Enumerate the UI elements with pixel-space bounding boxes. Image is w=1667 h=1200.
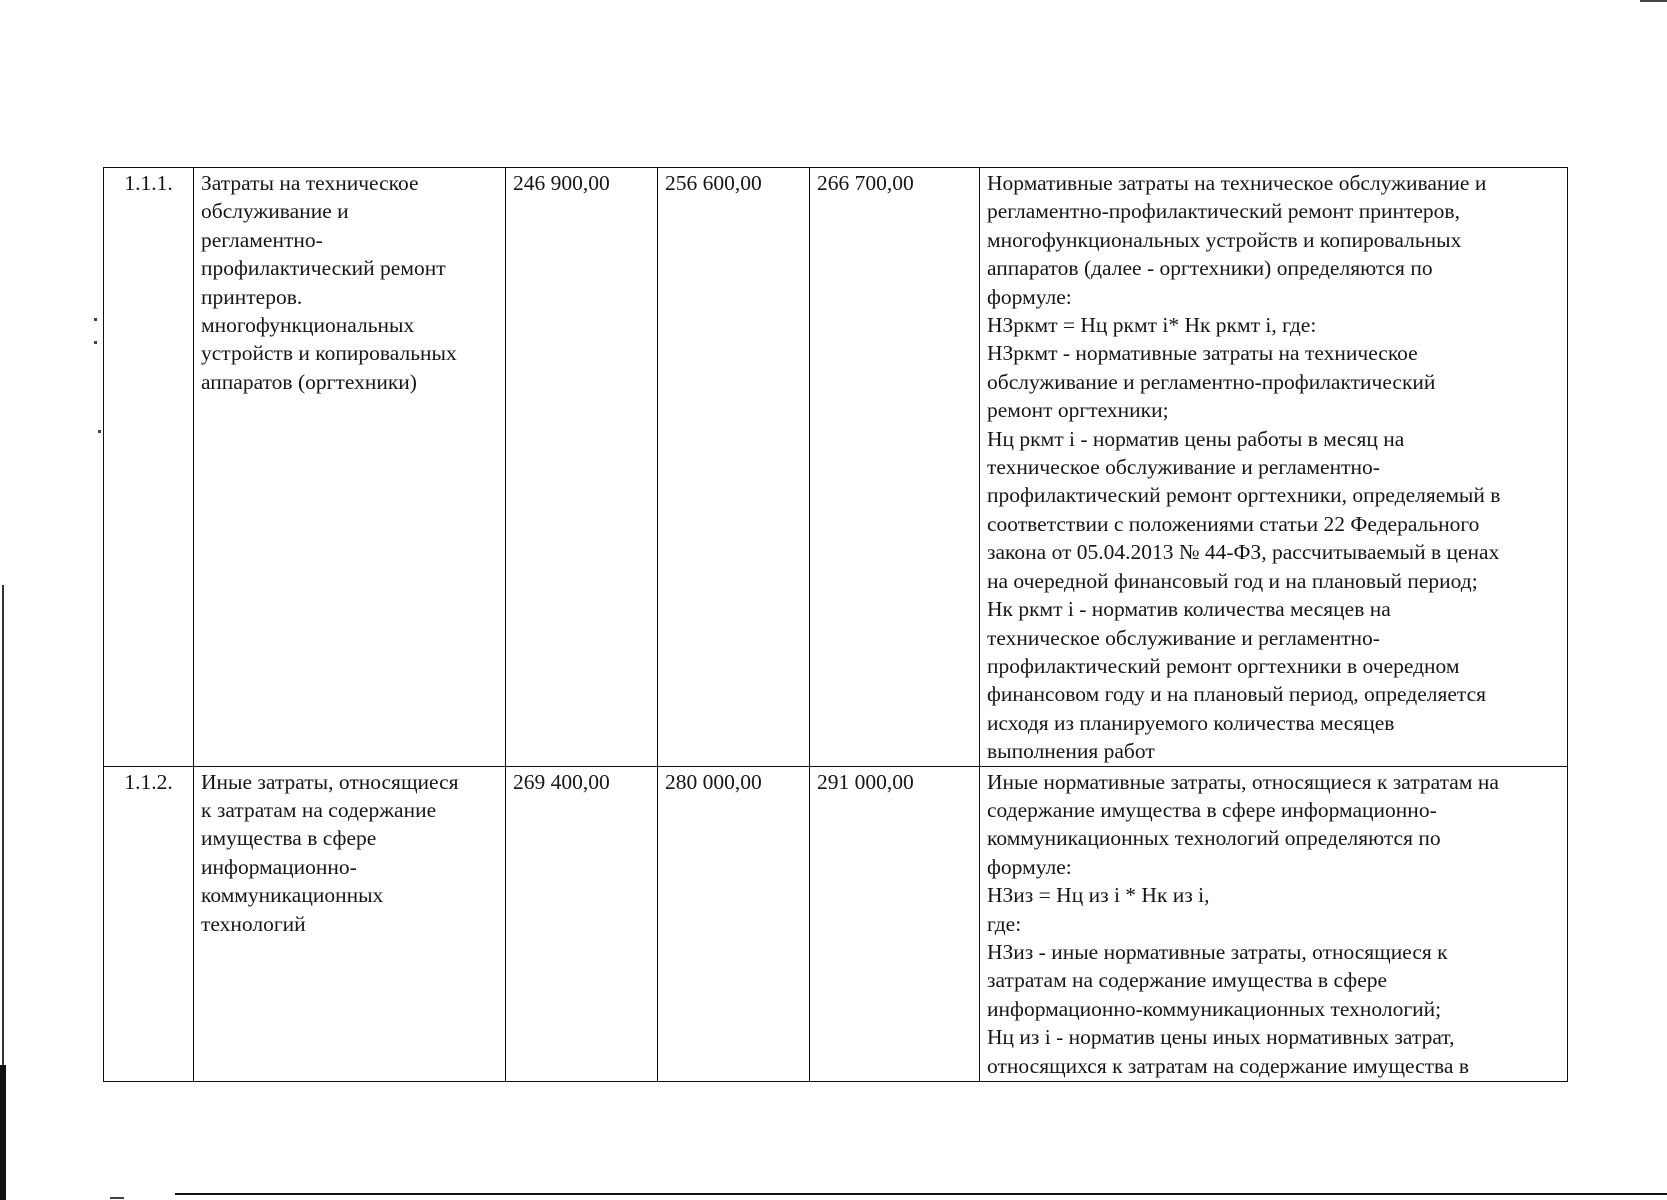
cost-item-name-line: обслуживание и	[201, 199, 349, 224]
calculation-description	[980, 766, 1568, 1081]
cost-item-name-line: информационно-	[201, 854, 357, 879]
calculation-description-line: НЗркмт = Нц ркмт i* Нк ркмт i, где:	[987, 313, 1317, 338]
calculation-description-line: обслуживание и регламентно-профилактический	[987, 369, 1436, 394]
calculation-description-line: регламентно-профилактический ремонт принтеров,	[987, 199, 1460, 224]
calculation-description-line: профилактический ремонт оргтехники в очередном	[987, 653, 1460, 678]
cost-item-name-line: профилактический ремонт	[201, 256, 446, 281]
page-top-rule	[1640, 0, 1667, 2]
cost-item-name-line: Иные затраты, относящиеся	[201, 769, 459, 794]
row-number: 1.1.2.	[104, 766, 194, 1081]
cost-item-name-line: к затратам на содержание	[201, 797, 437, 822]
cost-item-name-line: многофункциональных	[201, 313, 415, 338]
scan-speck	[98, 430, 101, 433]
cost-item-name-line: принтеров.	[201, 284, 303, 309]
cost-item-name-line: аппаратов (оргтехники)	[201, 369, 417, 394]
calculation-description-line: профилактический ремонт оргтехники, определяемый в	[987, 483, 1501, 508]
calculation-description-line: НЗркмт - нормативные затраты на техническое	[987, 341, 1418, 366]
calculation-description-line: относящихся к затратам на содержание имущества в	[987, 1053, 1469, 1078]
amount-year-1: 246 900,00	[506, 168, 658, 767]
amount-year-2: 256 600,00	[658, 168, 810, 767]
calculation-description-line: ремонт оргтехники;	[987, 398, 1169, 423]
cost-item-name-line: имущества в сфере	[201, 826, 377, 851]
calculation-description-line: информационно-коммуникационных технологий;	[987, 996, 1442, 1021]
calculation-description-line: финансовом году и на плановый период, определяется	[987, 682, 1487, 707]
calculation-description-line: НЗиз - иные нормативные затраты, относящиеся к	[987, 939, 1448, 964]
calculation-description-line: Нормативные затраты на техническое обслуживание и	[987, 171, 1487, 195]
calculation-description-line: формуле:	[987, 284, 1072, 309]
calculation-description-line: Нц из i - норматив цены иных нормативных затрат,	[987, 1025, 1455, 1050]
calculation-description-line: выполнения работ	[987, 739, 1155, 764]
cost-item-name-line: коммуникационных	[201, 883, 384, 908]
cost-item-name	[194, 766, 506, 1081]
table-row	[104, 766, 1568, 1081]
calculation-description-line: на очередной финансовый год и на плановый период;	[987, 568, 1478, 593]
calculation-description-line: Иные нормативные затраты, относящиеся к затратам на	[987, 769, 1499, 794]
row-number: 1.1.1.	[104, 168, 194, 767]
amount-year-3: 266 700,00	[810, 168, 980, 767]
cost-item-name-line: Затраты на техническое	[201, 171, 419, 195]
calculation-description-line: затратам на содержание имущества в сфере	[987, 968, 1388, 993]
scan-edge-mark	[0, 1065, 6, 1200]
calculation-description-line: содержание имущества в сфере информационно-	[987, 797, 1437, 822]
calculation-description-line: многофункциональных устройств и копировальных	[987, 227, 1462, 252]
cost-item-name-line: регламентно-	[201, 227, 323, 252]
calculation-description-line: НЗиз = Нц из i * Нк из i,	[987, 883, 1210, 908]
calculation-description-line: соответствии с положениями статьи 22 Федерального	[987, 511, 1480, 536]
cost-item-name-line: устройств и копировальных	[201, 341, 457, 366]
calculation-description-line: Нк ркмт i - норматив количества месяцев на	[987, 597, 1391, 622]
calculation-description-line: коммуникационных технологий определяются по	[987, 826, 1441, 851]
table-row	[104, 168, 1568, 767]
amount-year-1: 269 400,00	[506, 766, 658, 1081]
cost-item-name	[194, 168, 506, 767]
scan-speck	[94, 341, 97, 344]
cost-norms-table	[103, 167, 1568, 1082]
calculation-description-line: формуле:	[987, 854, 1072, 879]
page-bottom-dash	[110, 1197, 124, 1199]
calculation-description-line: техническое обслуживание и регламентно-	[987, 455, 1380, 480]
table-body	[104, 168, 1568, 1082]
scan-edge-line	[2, 585, 4, 1065]
calculation-description-line: исходя из планируемого количества месяцев	[987, 710, 1395, 735]
calculation-description	[980, 168, 1568, 767]
calculation-description-line: техническое обслуживание и регламентно-	[987, 625, 1380, 650]
amount-year-2: 280 000,00	[658, 766, 810, 1081]
cost-item-name-line: технологий	[201, 911, 306, 936]
scan-speck	[94, 318, 97, 321]
page-bottom-rule	[175, 1193, 1667, 1195]
calculation-description-line: аппаратов (далее - оргтехники) определяются по	[987, 256, 1433, 281]
calculation-description-line: где:	[987, 911, 1022, 936]
amount-year-3: 291 000,00	[810, 766, 980, 1081]
calculation-description-line: закона от 05.04.2013 № 44-ФЗ, рассчитываемый в ценах	[987, 540, 1500, 565]
calculation-description-line: Нц ркмт i - норматив цены работы в месяц на	[987, 426, 1405, 451]
